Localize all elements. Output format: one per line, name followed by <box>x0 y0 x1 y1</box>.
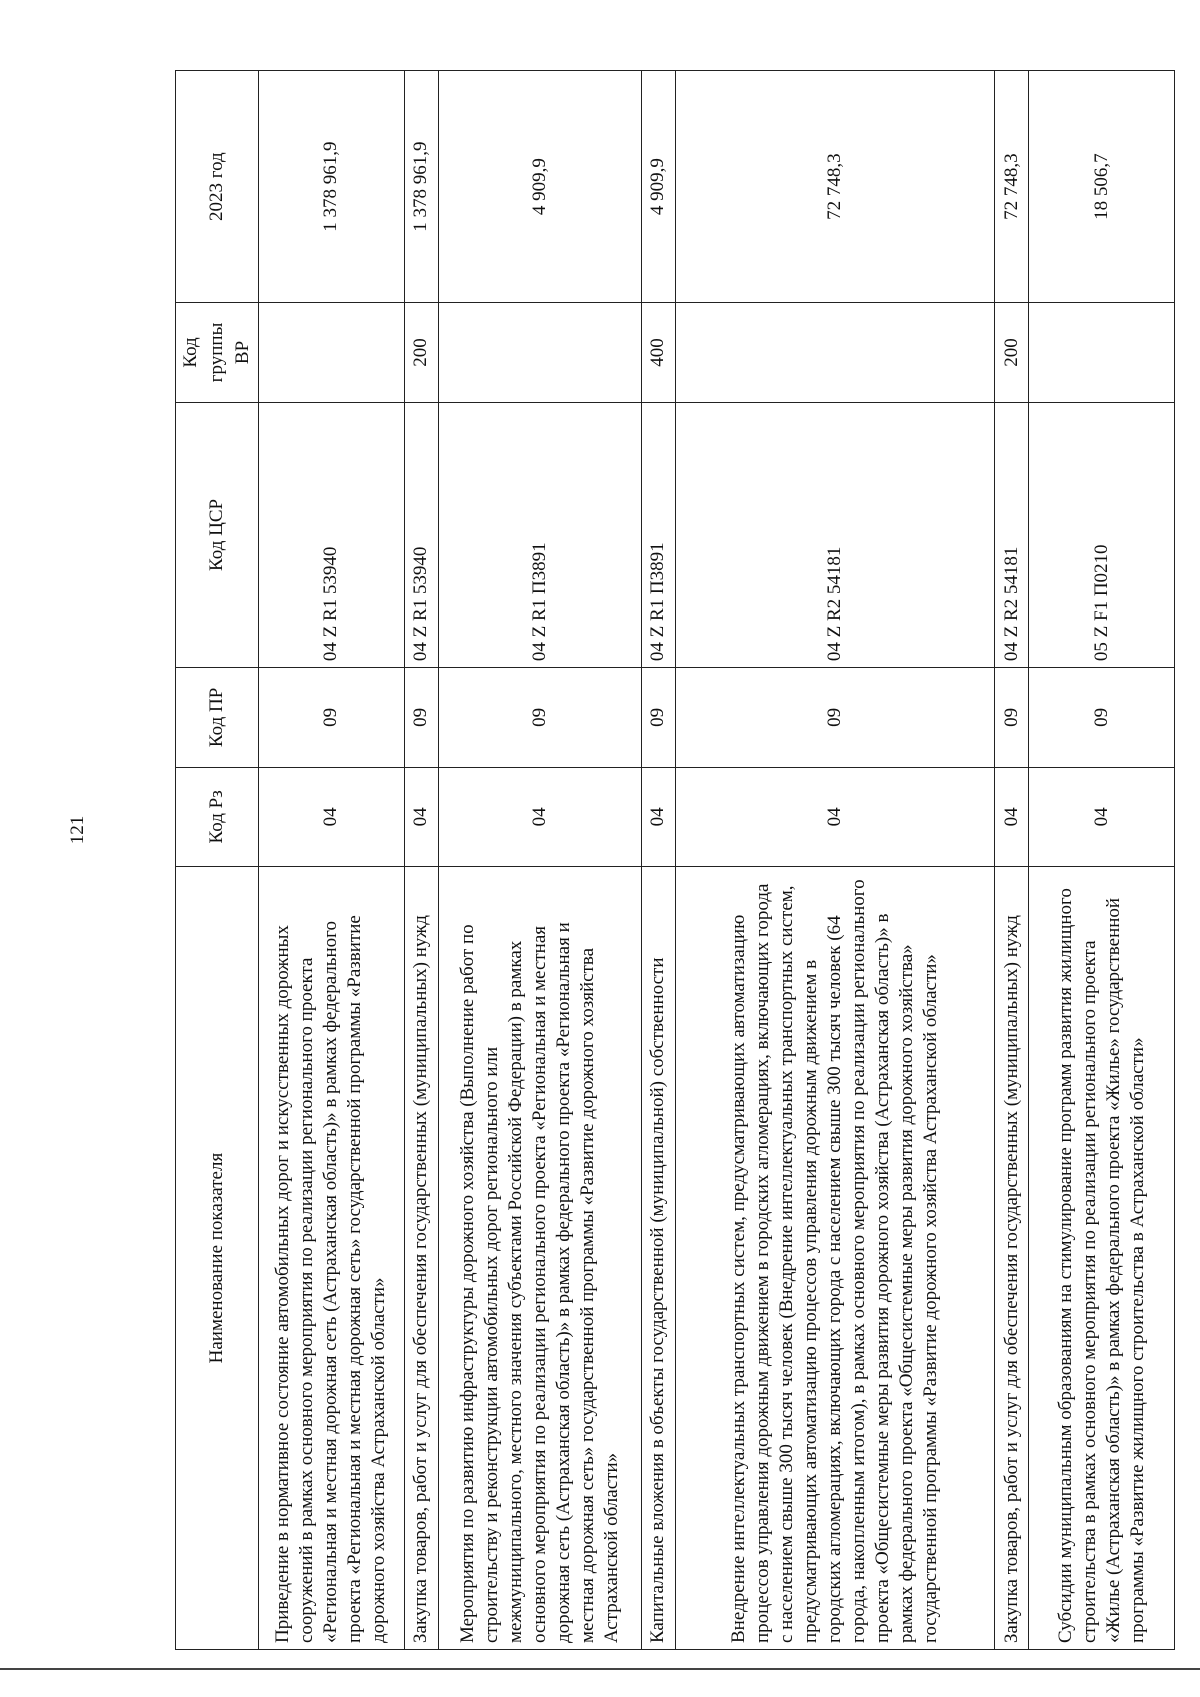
header-year: 2023 год <box>176 71 259 303</box>
row-csr: 04 Z R1 53940 <box>259 402 405 667</box>
row-pr: 09 <box>1029 668 1175 768</box>
row-rz: 04 <box>259 767 405 867</box>
row-pr: 09 <box>641 668 675 768</box>
header-name: Наименование показателя <box>176 867 259 1650</box>
page-bottom-rule <box>0 1668 1200 1670</box>
table-row <box>641 71 675 1650</box>
row-vr: 400 <box>641 303 675 403</box>
row-amount: 1 378 961,9 <box>404 71 438 303</box>
row-rz: 04 <box>641 767 675 867</box>
table-row <box>1029 71 1175 1650</box>
budget-table-container <box>175 70 1175 1650</box>
row-vr <box>259 303 405 403</box>
row-rz: 04 <box>1029 767 1175 867</box>
row-csr: 05 Z F1 П0210 <box>1029 402 1175 667</box>
row-csr: 04 Z R1 П3891 <box>439 402 642 667</box>
row-vr <box>439 303 642 403</box>
table-row <box>994 71 1028 1650</box>
row-vr: 200 <box>404 303 438 403</box>
row-pr: 09 <box>439 668 642 768</box>
header-rz: Код Рз <box>176 767 259 867</box>
row-vr <box>1029 303 1175 403</box>
header-pr: Код ПР <box>176 668 259 768</box>
row-rz: 04 <box>439 767 642 867</box>
row-amount: 4 909,9 <box>641 71 675 303</box>
table-row <box>259 71 405 1650</box>
row-pr: 09 <box>404 668 438 768</box>
table-row <box>675 71 994 1650</box>
row-name: Субсидии муниципальным образованиям на стимулирование программ развития жилищного строительства в рамках основного мероприятия по реализации регионального проекта «Жилье (Астраханская область)» в рамках федерального проекта «Жилье» государственной программы «Развитие жилищного строительства в Астраханской области» <box>1029 867 1175 1650</box>
budget-table <box>175 70 1175 1650</box>
row-csr: 04 Z R2 54181 <box>994 402 1028 667</box>
header-csr: Код ЦСР <box>176 402 259 667</box>
row-amount: 72 748,3 <box>994 71 1028 303</box>
row-name: Мероприятия по развитию инфраструктуры дорожного хозяйства (Выполнение работ по строительству и реконструкции автомобильных дорог регионального или межмуниципального, местного значения субъектами Российской Федерации) в рамках основного мероприятия по реализации регионального проекта «Региональная и местная дорожная сеть (Астраханская область)» в рамках федерального проекта «Региональная и местная дорожная сеть» государственной программы «Развитие дорожного хозяйства Астраханской области» <box>439 867 642 1650</box>
row-vr: 200 <box>994 303 1028 403</box>
page-number: 121 <box>67 815 88 845</box>
table-header-row <box>176 71 259 1650</box>
row-csr: 04 Z R1 53940 <box>404 402 438 667</box>
table-row <box>439 71 642 1650</box>
header-vr: Код группы ВР <box>176 303 259 403</box>
row-name: Закупка товаров, работ и услуг для обеспечения государственных (муниципальных) нужд <box>994 867 1028 1650</box>
row-name: Капитальные вложения в объекты государственной (муниципальной) собственности <box>641 867 675 1650</box>
row-rz: 04 <box>994 767 1028 867</box>
row-amount: 4 909,9 <box>439 71 642 303</box>
row-csr: 04 Z R1 П3891 <box>641 402 675 667</box>
row-amount: 72 748,3 <box>675 71 994 303</box>
row-vr <box>675 303 994 403</box>
row-name: Внедрение интеллектуальных транспортных систем, предусматривающих автоматизацию процессов управления дорожным движением в городских агломерациях, включающих города с населением свыше 300 тысяч человек (Внедрение интеллектуальных транспортных систем, предусматривающих автоматизацию процессов управления дорожным движением в городских агломерациях, включающих города с населением свыше 300 тысяч человек (64 города, накопленным итогом), в рамках основного мероприятия по реализации регионального проекта «Общесистемные меры развития дорожного хозяйства (Астраханская область)» в рамках федерального проекта «Общесистемные меры развития дорожного хозяйства» государственной программы «Развитие дорожного хозяйства Астраханской области» <box>675 867 994 1650</box>
row-pr: 09 <box>675 668 994 768</box>
row-csr: 04 Z R2 54181 <box>675 402 994 667</box>
row-name: Закупка товаров, работ и услуг для обеспечения государственных (муниципальных) нужд <box>404 867 438 1650</box>
row-pr: 09 <box>994 668 1028 768</box>
row-name: Приведение в нормативное состояние автомобильных дорог и искусственных дорожных сооружений в рамках основного мероприятия по реализации регионального проекта «Региональная и местная дорожная сеть (Астраханская область)» в рамках федерального проекта «Региональная и местная дорожная сеть» государственной программы «Развитие дорожного хозяйства Астраханской области» <box>259 867 405 1650</box>
row-rz: 04 <box>404 767 438 867</box>
row-rz: 04 <box>675 767 994 867</box>
table-row <box>404 71 438 1650</box>
row-amount: 18 506,7 <box>1029 71 1175 303</box>
row-amount: 1 378 961,9 <box>259 71 405 303</box>
row-pr: 09 <box>259 668 405 768</box>
